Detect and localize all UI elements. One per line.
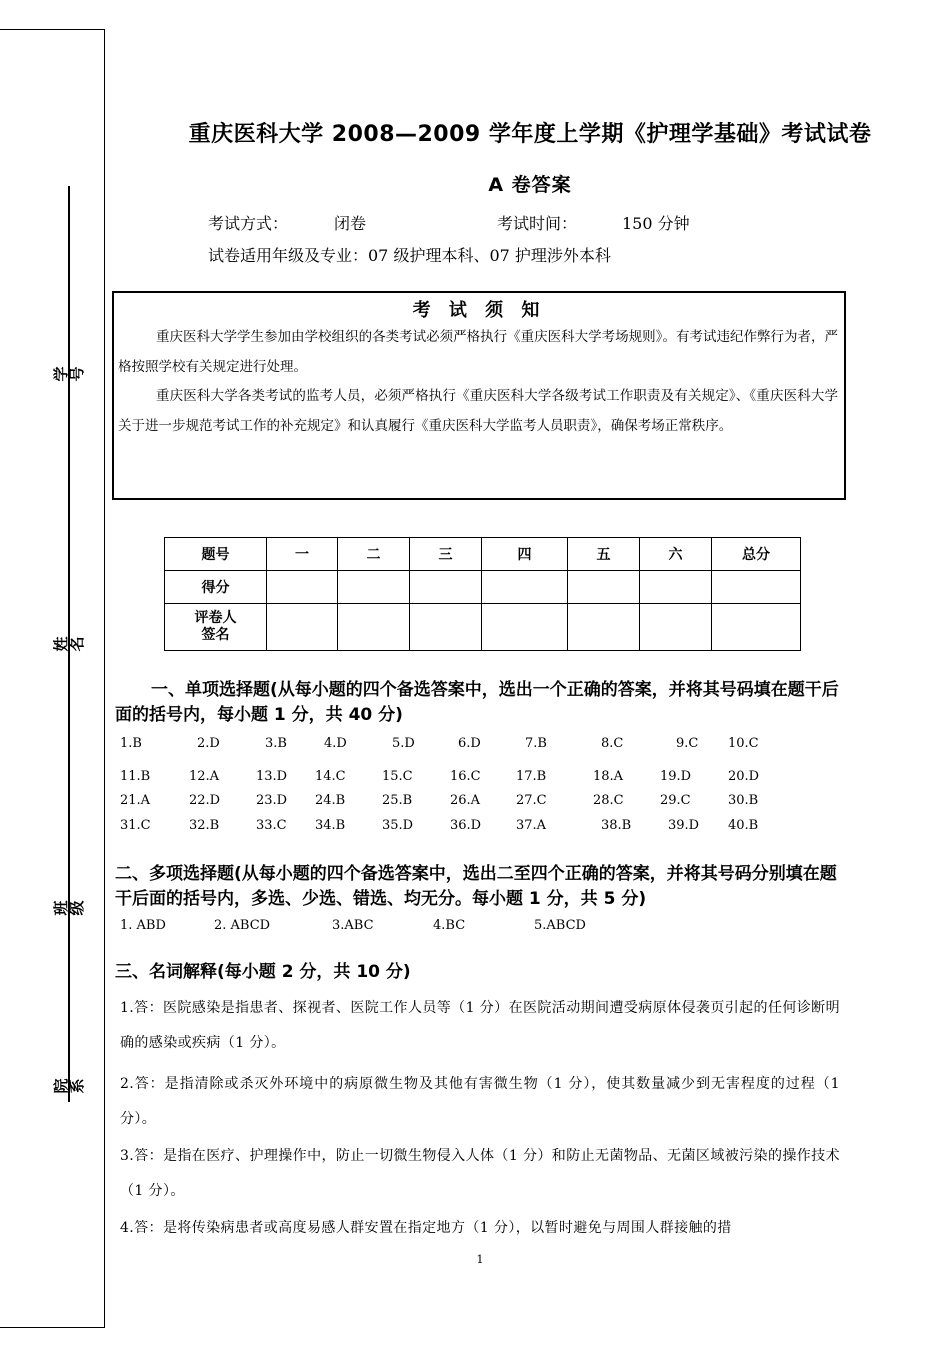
answer-row [120, 918, 860, 936]
answer-item: 24.B [315, 793, 346, 808]
answer-item: 7.B [525, 736, 547, 751]
answer-item: 29.C [660, 793, 691, 808]
answer-item: 16.C [450, 769, 481, 784]
score-table-header: 四 [482, 538, 568, 571]
answer-item: 31.C [120, 818, 151, 833]
score-table [164, 537, 801, 651]
grader-row [165, 604, 801, 651]
score-row-label: 得分 [165, 571, 267, 604]
answer-item: 30.B [728, 793, 759, 808]
answer-item: 25.B [382, 793, 413, 808]
score-cell [568, 571, 640, 604]
grader-cell [568, 604, 640, 651]
score-cell [712, 571, 801, 604]
score-cell [640, 571, 712, 604]
name-field [52, 400, 107, 652]
answer-item: 4.D [324, 736, 347, 751]
exam-mode-label: 考试方式： [208, 214, 289, 233]
class-field [52, 652, 107, 932]
score-table-header: 总分 [712, 538, 801, 571]
score-table-header-row [165, 538, 801, 571]
answer-item: 28.C [593, 793, 624, 808]
page-number: 1 [476, 1253, 484, 1266]
definition-item-3: 3.答：是指在医疗、护理操作中，防止一切微生物侵入人体（1 分）和防止无菌物品、无菌区域被污染的操作技术（1 分）。 [120, 1148, 840, 1199]
notice-paragraph-2: 重庆医科大学各类考试的监考人员，必须严格执行《重庆医科大学各级考试工作职责及有关规定》、《重庆医科大学关于进一步规范考试工作的补充规定》和认真履行《重庆医科大学监考人员职责》，确保考场正常秩序。 [118, 388, 838, 434]
answer-row [120, 736, 860, 754]
answer-item: 3.ABC [332, 918, 374, 933]
answer-item: 17.B [516, 769, 547, 784]
answer-item: 18.A [593, 769, 624, 784]
answer-item: 32.B [189, 818, 220, 833]
answer-item: 12.A [189, 769, 220, 784]
exam-time-value: 150 分钟 [622, 214, 690, 233]
answer-row [120, 769, 860, 787]
answer-item: 19.D [660, 769, 692, 784]
exam-subtitle: A 卷答案 [488, 174, 572, 196]
definition-item-2: 2.答：是指清除或杀灭外环境中的病原微生物及其他有害微生物（1 分），使其数量减少到无害程度的过程（1 分）。 [120, 1076, 840, 1127]
answer-item: 10.C [728, 736, 759, 751]
score-table-header: 六 [640, 538, 712, 571]
score-table-header: 五 [568, 538, 640, 571]
answer-item: 11.B [120, 769, 151, 784]
grader-row-label [165, 604, 267, 651]
class-label: 班级 [52, 900, 86, 916]
notice-paragraph-1: 重庆医科大学学生参加由学校组织的各类考试必须严格执行《重庆医科大学考场规则》。有考试违纪作弊行为者，严格按照学校有关规定进行处理。 [118, 329, 838, 375]
answer-item: 39.D [668, 818, 700, 833]
answer-item: 13.D [256, 769, 288, 784]
answer-item: 20.D [728, 769, 760, 784]
answer-item: 22.D [189, 793, 221, 808]
section-2-heading: 二、多项选择题(从每小题的四个备选答案中，选出二至四个正确的答案，并将其号码分别填在题干后面的括号内，多选、少选、错选、均无分。每小题 1 分，共 5 分) [115, 864, 837, 909]
answer-item: 27.C [516, 793, 547, 808]
answer-row [120, 793, 860, 811]
answer-item: 26.A [450, 793, 481, 808]
grader-cell [410, 604, 482, 651]
definition-item-4: 4.答：是将传染病患者或高度易感人群安置在指定地方（1 分），以暂时避免与周围人群接触的措 [120, 1220, 732, 1236]
score-table-header: 题号 [165, 538, 267, 571]
grader-cell [267, 604, 338, 651]
answer-item: 36.D [450, 818, 482, 833]
exam-time-label: 考试时间： [497, 214, 578, 233]
answer-item: 6.D [458, 736, 481, 751]
score-cell [482, 571, 568, 604]
score-cell [410, 571, 482, 604]
department-label: 院系 [52, 1078, 86, 1094]
answer-item: 8.C [601, 736, 624, 751]
definition-item-1: 1.答：医院感染是指患者、探视者、医院工作人员等（1 分）在医院活动期间遭受病原体侵袭页引起的任何诊断明确的感染或疾病（1 分）。 [120, 1000, 840, 1051]
answer-item: 38.B [601, 818, 632, 833]
answer-item: 3.B [265, 736, 287, 751]
answer-item: 37.A [516, 818, 547, 833]
exam-notice-box [112, 291, 846, 500]
department-field [52, 932, 107, 1102]
exam-mode-value: 闭卷 [334, 214, 367, 233]
answer-item: 1.B [120, 736, 142, 751]
answer-item: 2. ABCD [214, 918, 271, 933]
student-id-label: 学号 [52, 366, 86, 382]
answer-row [120, 818, 860, 836]
grader-label-line-2: 签名 [201, 627, 230, 643]
grader-cell [338, 604, 410, 651]
notice-title: 考 试 须 知 [412, 300, 546, 321]
section-1-heading: 一、单项选择题(从每小题的四个备选答案中，选出一个正确的答案，并将其号码填在题干后面的括号内，每小题 1 分，共 40 分) [115, 680, 839, 725]
answer-item: 5.ABCD [534, 918, 586, 933]
answer-item: 4.BC [433, 918, 466, 933]
grader-label-line-1: 评卷人 [194, 610, 237, 626]
answer-item: 9.C [676, 736, 699, 751]
exam-title: 重庆医科大学 2008—2009 学年度上学期《护理学基础》考试试卷 [188, 122, 872, 147]
answer-item: 33.C [256, 818, 287, 833]
section-3-heading: 三、名词解释(每小题 2 分，共 10 分) [115, 962, 411, 982]
answer-item: 40.B [728, 818, 759, 833]
score-table-header: 一 [267, 538, 338, 571]
answer-item: 1. ABD [120, 918, 166, 933]
answer-item: 2.D [197, 736, 220, 751]
student-id-field [52, 186, 107, 400]
answer-item: 21.A [120, 793, 151, 808]
answer-item: 35.D [382, 818, 414, 833]
grader-cell [712, 604, 801, 651]
applicable-majors: 试卷适用年级及专业：07 级护理本科、07 护理涉外本科 [208, 246, 611, 265]
score-cell [338, 571, 410, 604]
score-row [165, 571, 801, 604]
answer-item: 34.B [315, 818, 346, 833]
name-label: 姓名 [52, 636, 86, 652]
score-table-header: 二 [338, 538, 410, 571]
grader-cell [482, 604, 568, 651]
answer-item: 5.D [392, 736, 415, 751]
answer-item: 14.C [315, 769, 346, 784]
answer-item: 23.D [256, 793, 288, 808]
grader-cell [640, 604, 712, 651]
score-cell [267, 571, 338, 604]
score-table-header: 三 [410, 538, 482, 571]
answer-item: 15.C [382, 769, 413, 784]
